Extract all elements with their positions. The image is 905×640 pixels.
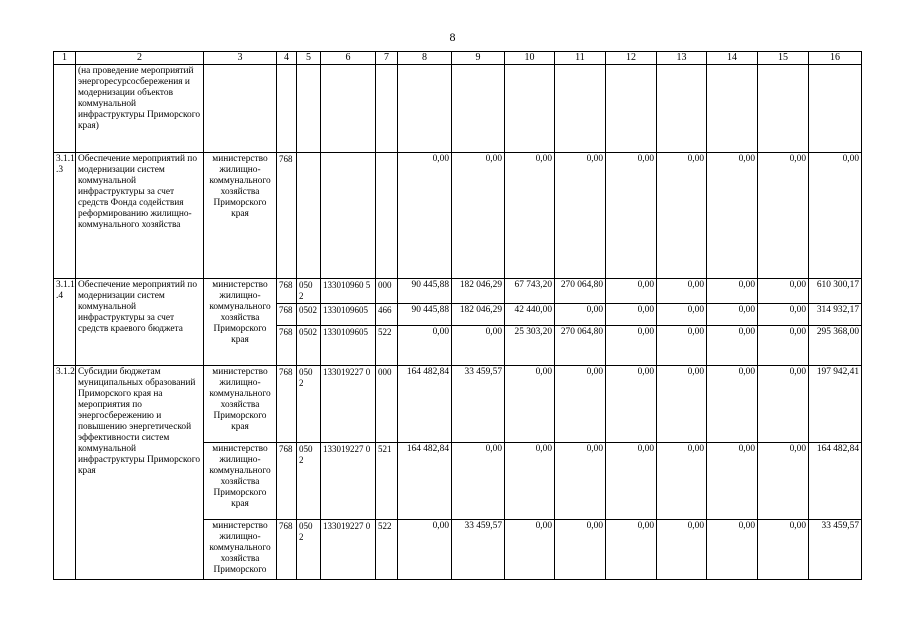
- column-header: 2: [76, 52, 204, 65]
- cell-col11: 0,00: [555, 520, 606, 580]
- cell-empty: [555, 65, 606, 153]
- cell-col6: 133019227 0: [321, 520, 376, 580]
- cell-col10: 0,00: [505, 520, 555, 580]
- cell-col11: 0,00: [555, 304, 606, 326]
- cell-col13: 0,00: [657, 326, 707, 366]
- cell-col7: 000: [376, 279, 398, 304]
- cell-col8: 0,00: [398, 153, 452, 279]
- cell-name: Обеспечение мероприятий по модернизации систем коммунальной инфраструктуры за счет средств Фонда содействия реформированию жилищно-коммунального хозяйства: [76, 153, 204, 279]
- column-header: 16: [809, 52, 862, 65]
- cell-empty: [54, 65, 76, 153]
- cell-empty: [277, 65, 297, 153]
- cell-col5: 050 2: [297, 443, 321, 520]
- cell-col8: 0,00: [398, 520, 452, 580]
- column-header: 9: [452, 52, 505, 65]
- cell-col10: 67 743,20: [505, 279, 555, 304]
- cell-col6: 133019227 0: [321, 366, 376, 443]
- cell-col14: 0,00: [707, 366, 758, 443]
- cell-col9: 182 046,29: [452, 304, 505, 326]
- cell-col7: 522: [376, 520, 398, 580]
- column-header: 6: [321, 52, 376, 65]
- cell-col8: 90 445,88: [398, 304, 452, 326]
- cell-executor: министерство жилищно-коммунального хозяйства Приморского края: [204, 443, 277, 520]
- cell-col6: [321, 153, 376, 279]
- cell-col16: 164 482,84: [809, 443, 862, 520]
- cell-col4: 768: [277, 279, 297, 304]
- cell-executor: министерство жилищно-коммунального хозяйства Приморского края: [204, 279, 277, 366]
- cell-item-number: 3.1.1 .4: [54, 279, 76, 366]
- cell-col15: 0,00: [758, 520, 809, 580]
- cell-col10: 0,00: [505, 153, 555, 279]
- cell-col12: 0,00: [606, 326, 657, 366]
- cell-col13: 0,00: [657, 279, 707, 304]
- cell-col9: 0,00: [452, 153, 505, 279]
- cell-col9: 0,00: [452, 326, 505, 366]
- cell-col7: 466: [376, 304, 398, 326]
- cell-empty: [452, 65, 505, 153]
- cell-col12: 0,00: [606, 443, 657, 520]
- cell-col5: 0502: [297, 326, 321, 366]
- column-header: 12: [606, 52, 657, 65]
- cell-col5: 050 2: [297, 520, 321, 580]
- cell-col9: 33 459,57: [452, 366, 505, 443]
- column-header: 13: [657, 52, 707, 65]
- cell-col11: 0,00: [555, 153, 606, 279]
- column-header: 7: [376, 52, 398, 65]
- cell-col14: 0,00: [707, 520, 758, 580]
- cell-col4: 768: [277, 366, 297, 443]
- cell-col13: 0,00: [657, 443, 707, 520]
- cell-col4: 768: [277, 153, 297, 279]
- cell-col10: 0,00: [505, 443, 555, 520]
- cell-executor: министерство жилищно-коммунального хозяйства Приморского края: [204, 153, 277, 279]
- cell-name: Обеспечение мероприятий по модернизации систем коммунальной инфраструктуры за счет средств краевого бюджета: [76, 279, 204, 366]
- cell-col16: 610 300,17: [809, 279, 862, 304]
- cell-col15: 0,00: [758, 366, 809, 443]
- page-number: 8: [449, 30, 456, 44]
- cell-col5: 050 2: [297, 366, 321, 443]
- cell-col6: 133019227 0: [321, 443, 376, 520]
- cell-col12: 0,00: [606, 153, 657, 279]
- cell-col14: 0,00: [707, 304, 758, 326]
- cell-col7: 522: [376, 326, 398, 366]
- cell-col16: 0,00: [809, 153, 862, 279]
- cell-col5: 0502: [297, 304, 321, 326]
- cell-col13: 0,00: [657, 520, 707, 580]
- cell-col12: 0,00: [606, 304, 657, 326]
- cell-col12: 0,00: [606, 279, 657, 304]
- cell-col15: 0,00: [758, 304, 809, 326]
- cell-col15: 0,00: [758, 443, 809, 520]
- column-header: 4: [277, 52, 297, 65]
- column-header: 1: [54, 52, 76, 65]
- cell-col5: [297, 153, 321, 279]
- cell-name: Субсидии бюджетам муниципальных образований Приморского края на мероприятия по энергосбережению и повышению энергетической эффективности систем коммунальной инфраструктуры Приморского края: [76, 366, 204, 580]
- cell-name: (на проведение мероприятий энергоресурсосбережения и модернизации объектов коммунальной инфраструктуры Приморского края): [76, 65, 204, 153]
- cell-col16: 295 368,00: [809, 326, 862, 366]
- table-row: [54, 279, 862, 304]
- cell-col13: 0,00: [657, 366, 707, 443]
- cell-col16: 197 942,41: [809, 366, 862, 443]
- cell-empty: [398, 65, 452, 153]
- cell-executor: министерство жилищно-коммунального хозяйства Приморского края: [204, 366, 277, 443]
- cell-empty: [657, 65, 707, 153]
- cell-empty: [606, 65, 657, 153]
- column-number-row: [54, 52, 862, 65]
- cell-col11: 0,00: [555, 366, 606, 443]
- cell-col8: 90 445,88: [398, 279, 452, 304]
- cell-col7: 000: [376, 366, 398, 443]
- cell-col4: 768: [277, 304, 297, 326]
- column-header: 8: [398, 52, 452, 65]
- cell-col9: 0,00: [452, 443, 505, 520]
- cell-empty: [297, 65, 321, 153]
- cell-executor: министерство жилищно-коммунального хозяйства Приморского: [204, 520, 277, 580]
- cell-col11: 0,00: [555, 443, 606, 520]
- cell-col14: 0,00: [707, 279, 758, 304]
- cell-empty: [809, 65, 862, 153]
- cell-col6: 133010960 5: [321, 279, 376, 304]
- cell-col7: [376, 153, 398, 279]
- budget-table: [53, 51, 862, 580]
- cell-col10: 0,00: [505, 366, 555, 443]
- cell-col15: 0,00: [758, 326, 809, 366]
- cell-col7: 521: [376, 443, 398, 520]
- table-row: [54, 65, 862, 153]
- cell-item-number: 3.1.2: [54, 366, 76, 580]
- cell-empty: [758, 65, 809, 153]
- cell-col12: 0,00: [606, 520, 657, 580]
- column-header: 14: [707, 52, 758, 65]
- cell-col5: 050 2: [297, 279, 321, 304]
- cell-col8: 164 482,84: [398, 443, 452, 520]
- cell-col10: 25 303,20: [505, 326, 555, 366]
- column-header: 15: [758, 52, 809, 65]
- cell-col14: 0,00: [707, 443, 758, 520]
- cell-item-number: 3.1.1 .3: [54, 153, 76, 279]
- cell-col4: 768: [277, 326, 297, 366]
- cell-col15: 0,00: [758, 153, 809, 279]
- cell-empty: [707, 65, 758, 153]
- cell-col13: 0,00: [657, 153, 707, 279]
- cell-col6: 1330109605: [321, 326, 376, 366]
- cell-col9: 33 459,57: [452, 520, 505, 580]
- cell-empty: [321, 65, 376, 153]
- cell-col6: 1330109605: [321, 304, 376, 326]
- cell-col16: 314 932,17: [809, 304, 862, 326]
- cell-col8: 164 482,84: [398, 366, 452, 443]
- cell-col10: 42 440,00: [505, 304, 555, 326]
- cell-col16: 33 459,57: [809, 520, 862, 580]
- column-header: 3: [204, 52, 277, 65]
- cell-empty: [204, 65, 277, 153]
- cell-col11: 270 064,80: [555, 279, 606, 304]
- cell-col11: 270 064,80: [555, 326, 606, 366]
- cell-empty: [376, 65, 398, 153]
- cell-col15: 0,00: [758, 279, 809, 304]
- cell-col12: 0,00: [606, 366, 657, 443]
- cell-col4: 768: [277, 443, 297, 520]
- cell-col8: 0,00: [398, 326, 452, 366]
- table-row: [54, 366, 862, 443]
- cell-col4: 768: [277, 520, 297, 580]
- cell-col14: 0,00: [707, 326, 758, 366]
- column-header: 10: [505, 52, 555, 65]
- cell-col14: 0,00: [707, 153, 758, 279]
- cell-col9: 182 046,29: [452, 279, 505, 304]
- cell-empty: [505, 65, 555, 153]
- cell-col13: 0,00: [657, 304, 707, 326]
- table-row: [54, 153, 862, 279]
- column-header: 11: [555, 52, 606, 65]
- column-header: 5: [297, 52, 321, 65]
